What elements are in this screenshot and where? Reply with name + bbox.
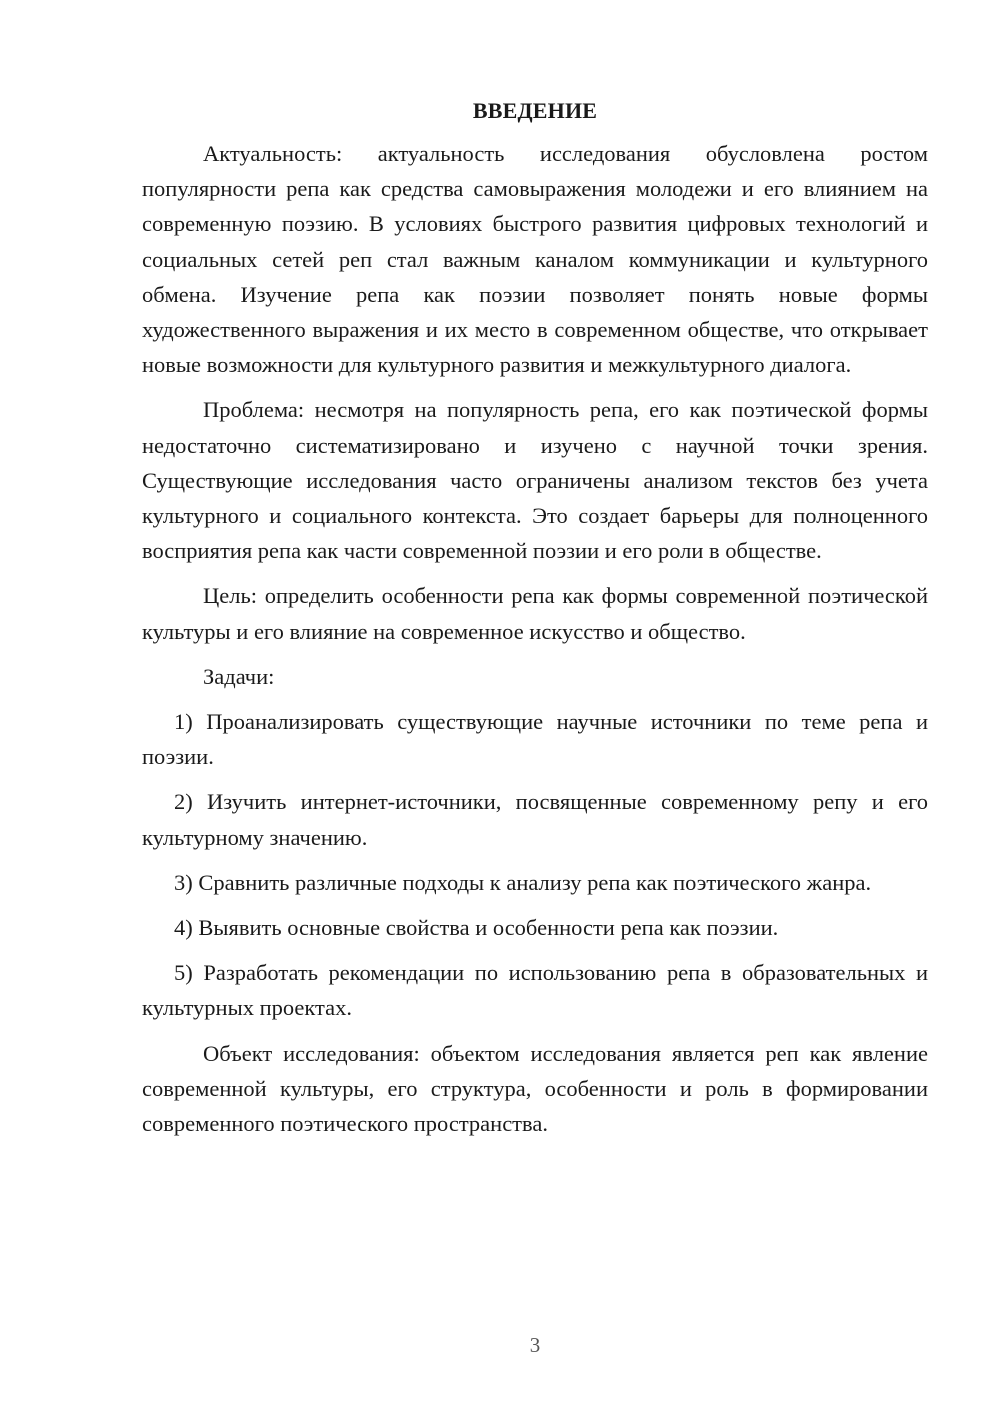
task-item-3: 3) Сравнить различные подходы к анализу репа как поэтического жанра.	[174, 869, 872, 895]
task-item-2: 2) Изучить интернет-источники, посвященные современному репу и его культурному значению.	[142, 789, 928, 850]
paragraph-goal: Цель: определить особенности репа как формы современной поэтической культуры и его влияние на современное искусство и общество.	[142, 583, 928, 644]
task-item-1: 1) Проанализировать существующие научные источники по теме репа и поэзии.	[142, 709, 928, 770]
paragraph-problem: Проблема: несмотря на популярность репа, его как поэтической формы недостаточно систематизировано и изучено с научной точки зрения. Существующие исследования часто ограничены анализом текстов без учета культурного и социального контекста. Это создает барьеры для полноценного восприятия репа как части современной поэзии и его роли в обществе.	[142, 397, 928, 564]
document-page	[142, 96, 928, 1141]
page-title: ВВЕДЕНИЕ	[472, 98, 598, 123]
task-item-4: 4) Выявить основные свойства и особенности репа как поэзии.	[174, 915, 779, 941]
paragraph-tasks-label: Задачи:	[203, 663, 275, 689]
paragraph-object: Объект исследования: объектом исследования является реп как явление современной культуры, его структура, особенности и роль в формировании современного поэтического пространства.	[142, 1040, 928, 1137]
paragraph-relevance: Актуальность: актуальность исследования обусловлена ростом популярности репа как средства самовыражения молодежи и его влиянием на современную поэзию. В условиях быстрого развития цифровых технологий и социальных сетей реп стал важным каналом коммуникации и культурного обмена. Изучение репа как поэзии позволяет понять новые формы художественного выражения и их место в современном обществе, что открывает новые возможности для культурного развития и межкультурного диалога.	[142, 141, 928, 378]
page-number: 3	[529, 1333, 541, 1357]
task-item-5: 5) Разработать рекомендации по использованию репа в образовательных и культурных проектах.	[142, 960, 928, 1021]
